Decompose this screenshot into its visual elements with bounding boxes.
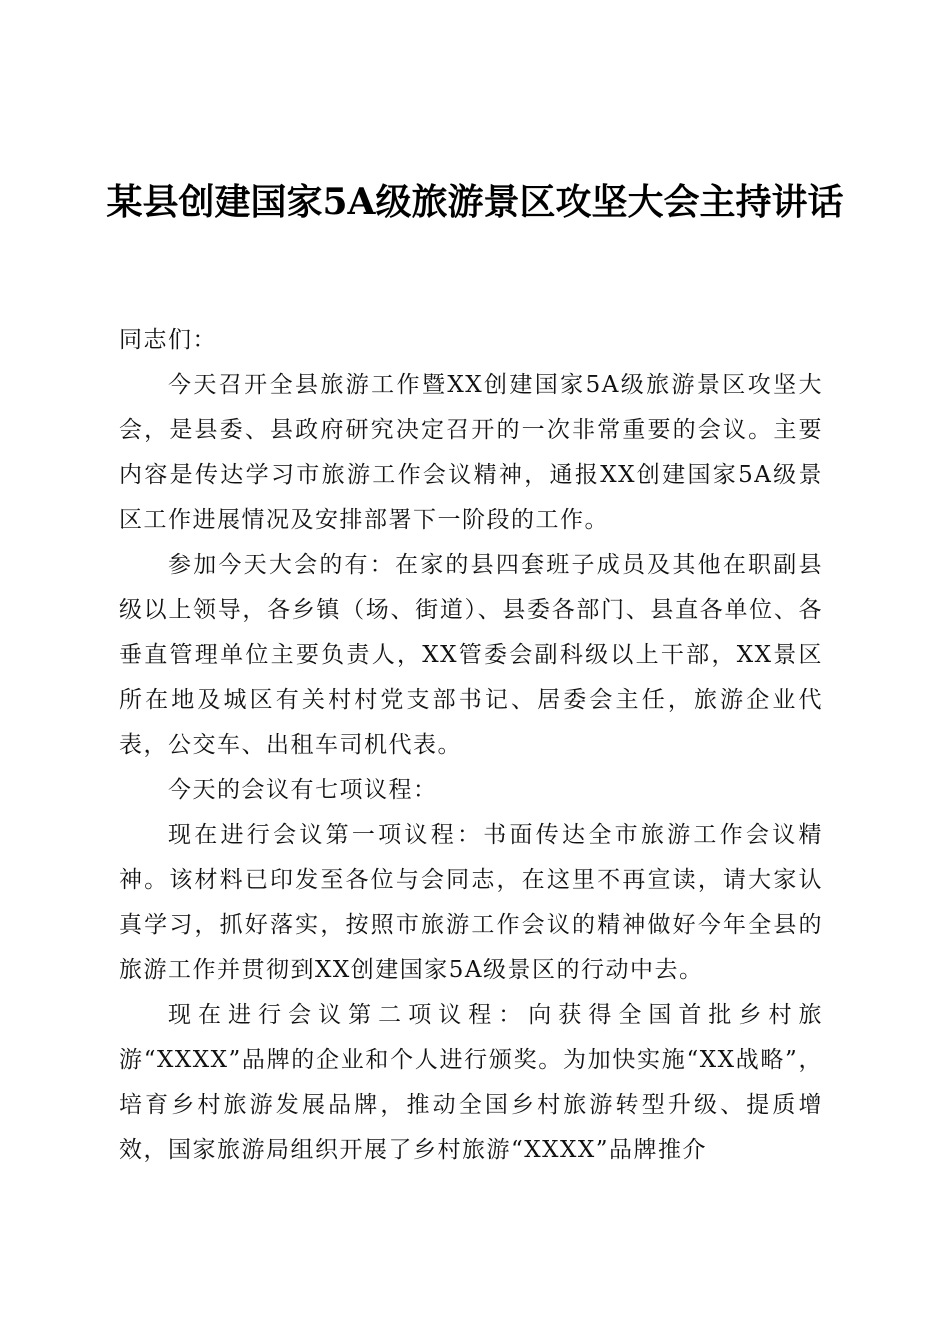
document-title: 某县创建国家5A级旅游景区攻坚大会主持讲话 [106, 181, 844, 223]
paragraph-agenda-item-2: 现在进行会议第二项议程：向获得全国首批乡村旅游“XXXX”品牌的企业和个人进行颁奖。为加快实施“XX战略”，培育乡村旅游发展品牌，推动全国乡村旅游转型升级、提质增效，国家旅游局组织开展了乡村旅游“XXXX”品牌推介 [119, 1002, 823, 1163]
paragraph-agenda-intro: 今天的会议有七项议程： [168, 777, 438, 803]
paragraph-attendees: 参加今天大会的有：在家的县四套班子成员及其他在职副县级以上领导，各乡镇（场、街道）、县委各部门、县直各单位、各垂直管理单位主要负责人，XX管委会副科级以上干部，XX景区所在地及城区有关村村党支部书记、居委会主任，旅游企业代表，公交车、出租车司机代表。 [119, 552, 823, 758]
paragraph-opening: 今天召开全县旅游工作暨XX创建国家5A级旅游景区攻坚大会，是县委、县政府研究决定召开的一次非常重要的会议。主要内容是传达学习市旅游工作会议精神，通报XX创建国家5A级景区工作进展情况及安排部署下一阶段的工作。 [119, 372, 823, 533]
document-body [119, 318, 823, 1173]
paragraph-agenda-item-1: 现在进行会议第一项议程：书面传达全市旅游工作会议精神。该材料已印发至各位与会同志，在这里不再宣读，请大家认真学习，抓好落实，按照市旅游工作会议的精神做好今年全县的旅游工作并贯彻到XX创建国家5A级景区的行动中去。 [119, 822, 823, 983]
salutation: 同志们： [119, 327, 217, 353]
